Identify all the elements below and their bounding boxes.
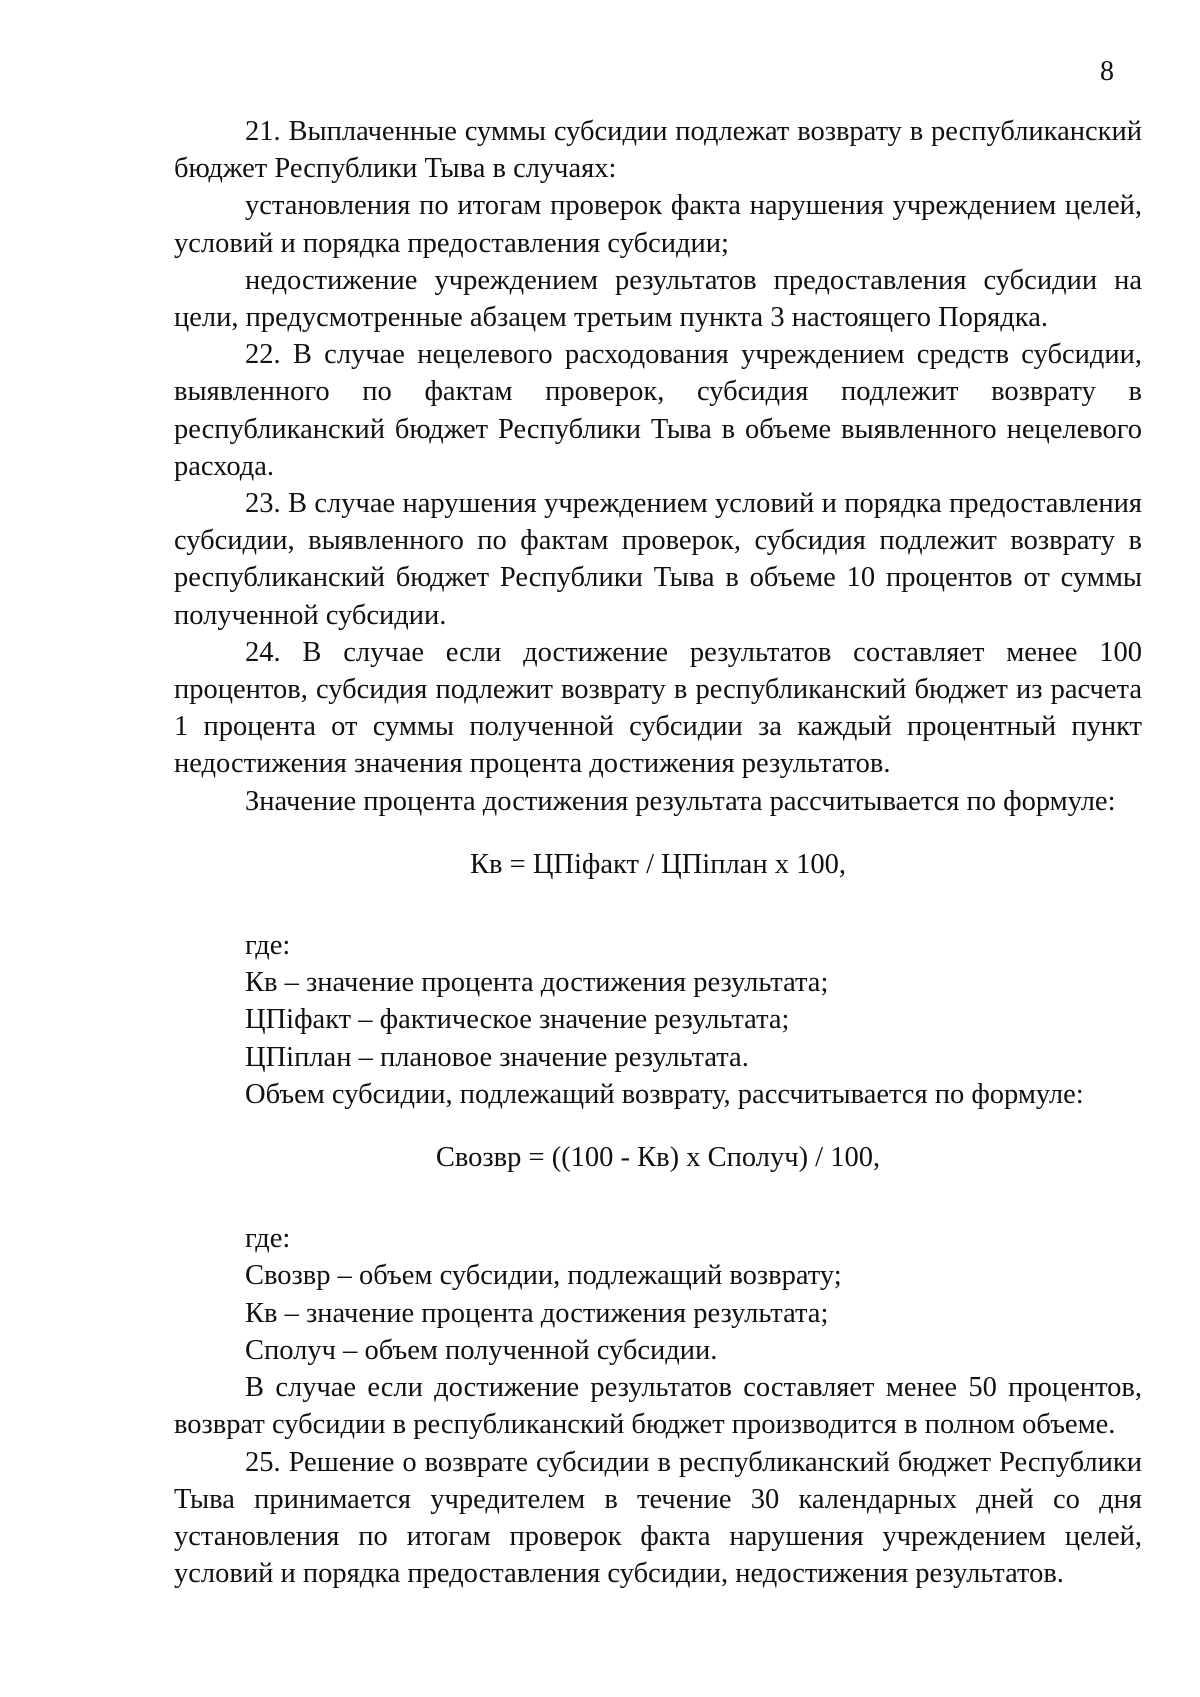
formula-achievement-percent: Кв = ЦПiфакт / ЦПiплан х 100, (470, 848, 846, 880)
paragraph-22: 22. В случае нецелевого расходования учреждением средств субсидии, выявленного по фактам проверок, субсидия подлежит возврату в республиканский бюджет Республики Тыва в объеме выявленного нецелевого расхода. (174, 339, 1142, 482)
formula-refund-volume: Свозвр = ((100 - Кв) х Сполуч) / 100, (435, 1142, 881, 1174)
legend-2-where: где: (245, 1223, 291, 1255)
legend-1-cp-plan: ЦПiплан – плановое значение результата. (245, 1041, 749, 1073)
formula-1-intro: Значение процента достижения результата рассчитывается по формуле: (245, 785, 1116, 817)
legend-2-spoluch: Сполуч – объем полученной субсидии. (245, 1334, 718, 1366)
paragraph-24: 24. В случае если достижение результатов составляет менее 100 процентов, субсидия подлежит возврату в республиканский бюджет из расчета 1 процента от суммы полученной субсидии за каждый процентный пункт недостижения значения процента достижения результатов. (174, 636, 1142, 780)
paragraph-23: 23. В случае нарушения учреждением условий и порядка предоставления субсидии, выявленного по фактам проверок, субсидия подлежит возврату в республиканский бюджет Республики Тыва в объеме 10 процентов от суммы полученной субсидии. (174, 488, 1142, 631)
page-number: 8 (1100, 56, 1114, 87)
document-body (174, 113, 1142, 1592)
paragraph-25: 25. Решение о возврате субсидии в республиканский бюджет Республики Тыва принимается учредителем в течение 30 календарных дней со дня установления по итогам проверок факта нарушения учреждением целей, условий и порядка предоставления субсидии, недостижения результатов. (174, 1446, 1142, 1590)
paragraph-21-case-1: установления по итогам проверок факта нарушения учреждением целей, условий и порядка предоставления субсидии; (174, 190, 1142, 259)
paragraph-under-50-percent: В случае если достижение результатов составляет менее 50 процентов, возврат субсидии в республиканский бюджет производится в полном объеме. (174, 1372, 1142, 1441)
legend-1-kv: Кв – значение процента достижения результата; (245, 967, 829, 999)
legend-1-where: где: (245, 930, 291, 962)
paragraph-21: 21. Выплаченные суммы субсидии подлежат возврату в республиканский бюджет Республики Тыва в случаях: (174, 116, 1142, 185)
paragraph-21-case-2: недостижение учреждением результатов предоставления субсидии на цели, предусмотренные абзацем третьим пункта 3 настоящего Порядка. (174, 264, 1142, 334)
legend-1-cp-fact: ЦПiфакт – фактическое значение результата; (245, 1004, 790, 1036)
legend-2-kv: Кв – значение процента достижения результата; (245, 1297, 829, 1329)
legend-2-svozvr: Свозвр – объем субсидии, подлежащий возврату; (245, 1260, 842, 1292)
formula-2-intro: Объем субсидии, подлежащий возврату, рассчитывается по формуле: (245, 1078, 1084, 1110)
